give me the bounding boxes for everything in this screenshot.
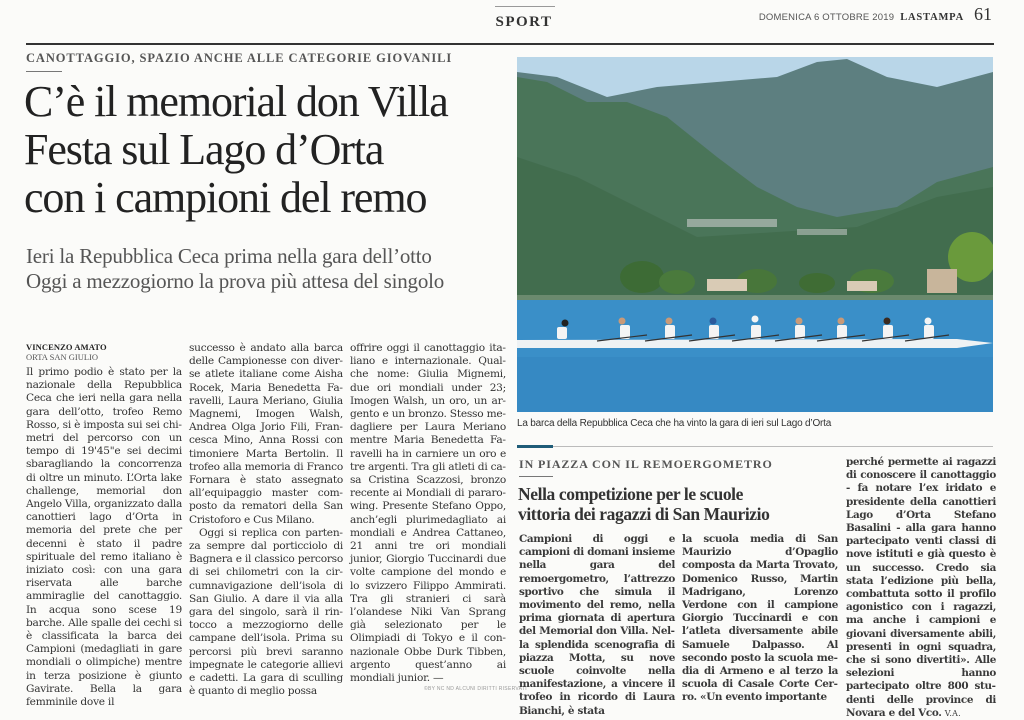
article-subheadline [26, 244, 516, 294]
article-paragraph: Il primo podio è stato per la nazionale della Repubblica Ceca che ieri nella gara nella gara dell’otto, trofeo Remo Rosso, si è imposta sui sei chimetri del percorso con un tempo di 19'45"e sei decimi sbaragliando la concorrenza di oltre un minuto. L’Orta lake challenge, memorial don Angelo Villa, organizzato dalla canottieri lago d’Orta in memoria del prete che per decenni è stato il padre spirituale del remo italiano è iniziato così: con una gara riservata alle barche ammiraglie del canottaggio. In acqua sono scese 19 barche. Alle spalle dei cechi si è classificata la barca dei Campioni (medagliati in gare mondiali o olimpiche) mentre in terza posizione è giunto Gavirate. Bella la gara femminile dove il [26, 366, 183, 709]
headline-line: C’è il memorial don Villa [24, 77, 448, 126]
subhead-line: Ieri la Repubblica Ceca prima nella gara dell’otto [26, 244, 432, 268]
box-paragraph: Campioni di oggi e campioni di domani insieme nella gara del remoergometro, l’attrezzo sportivo che simula il movimento del remo, nella prima giornata di apertura del Memorial don Villa. Nella splendida scenografia di piazza Motta, su nove scuole coinvolte nella manifestazione, a vincere il trofeo in ricordo di Laura Bianchi, è stata [519, 533, 675, 717]
box-paragraph-text: perché permette ai ragazzi di conoscere il canottaggio - fa notare l’ex iridato e presidente della canottieri Lago d’Orta Stefano Basalini - alla gara hanno partecipato venti classi di nove istituti e già questo è un successo. Credo sia stata l’edizione più bella, combattuta sotto il profilo agonistico con i ragazzi, ma anche i campioni e giovani diversamente abili, presenti in ogni squadra, che si sono divertiti». Alle selezioni hanno partecipato oltre 800 studenti delle province di Novara e del Vco. [846, 456, 996, 719]
rowing-photo-illustration [517, 57, 993, 412]
kicker-rule [26, 71, 62, 72]
author-initials: V.A. [944, 708, 961, 718]
box-column-2 [682, 533, 838, 705]
article-kicker: CANOTTAGGIO, SPAZIO ANCHE ALLE CATEGORIE GIOVANILI [26, 51, 453, 65]
article-column-3 [350, 342, 506, 685]
box-headline [518, 484, 838, 524]
lake-reflection [517, 357, 993, 412]
rowing-boat [517, 339, 993, 348]
headline-line: con i campioni del remo [24, 173, 427, 222]
box-rule-accent [517, 445, 553, 448]
box-column-1 [519, 533, 675, 718]
page-header [759, 4, 992, 25]
shore [517, 295, 993, 300]
headline-line: Festa sul Lago d’Orta [24, 125, 384, 174]
issue-date: DOMENICA 6 OTTOBRE 2019 [758, 12, 895, 23]
article-paragraph: Oggi si replica con partenza sempre dal porticciolo di Bagnera e il classico percorso di sei chilometri con la circumnavigazione dell’isola di San Giulio. A dare il via alla gara del singolo, sarà il rintocco a mezzogiorno delle campane dell’isola. Prima su percorsi più brevi saranno impegnate le categorie allievi e cadetti. La gara di sculling è quanto di meglio possa [189, 526, 343, 698]
newspaper-logo: LASTAMPA [900, 12, 964, 23]
copyright-notice: ©BY NC ND ALCUNI DIRITTI RISERVATI [424, 686, 527, 692]
subhead-line: Oggi a mezzogiorno la prova più attesa del singolo [26, 269, 445, 293]
byline-location: ORTA SAN GIULIO [26, 352, 99, 362]
box-paragraph: la scuola media di San Maurizio d’Opaglio composta da Marta Trovato, Domenico Russo, Martin Madrigano, Lorenzo Verdone con il campione Giorgio Tuccinardi e con l’atleta diversamente abile Samuele Dalpasso. Al secondo posto la scuola media di Armeno e al terzo la scuola di Casale Corte Cerro. «Un evento importante [682, 533, 838, 704]
article-headline [24, 78, 514, 222]
box-kicker-rule [519, 476, 553, 477]
header-rule [26, 43, 994, 45]
box-rule [517, 446, 993, 447]
box-headline-line: vittoria dei ragazzi di San Maurizio [518, 504, 770, 524]
byline-author: VINCENZO AMATO [26, 342, 107, 352]
article-paragraph: offrire oggi il canottaggio italiano e internazionale. Qualche nome: Giulia Mignemi, due ori mondiali under 23; Imogen Walsh, un oro, un argento e un bronzo. Stesso medagliere per Laura Meriano mentre Maria Benedetta Faravelli ha in carniere un oro e tre argenti. Tra gli atleti di casa Cristina Scazzosi, bronzo recente ai Mondiali di pararowing. Presente Stefano Oppo, anch’egli plurimedagliato ai mondiali e Andrea Cattaneo, 21 anni tre ori mondiali junior, Giorgio Tuccinardi due volte campione del mondo e lo svizzero Filippo Ammirati. Tra gli stranieri ci sarà l’olandese Niki Van Sprang già selezionato per le Olimpiadi di Tokyo e il connazionale Obbe Durk Tibben, argento quest’anno ai mondiali junior. — [350, 342, 506, 685]
box-column-3 [846, 456, 996, 720]
section-label: SPORT [495, 14, 553, 30]
article-photo [517, 57, 993, 412]
article-column-1 [26, 366, 182, 709]
box-headline-line: Nella competizione per le scuole [518, 484, 744, 504]
box-kicker: IN PIAZZA CON IL REMOERGOMETRO [519, 457, 773, 471]
article-column-2 [189, 342, 343, 698]
box-paragraph [846, 456, 996, 720]
page-number: 61 [974, 4, 992, 24]
section-rule [495, 6, 555, 7]
photo-caption: La barca della Repubblica Ceca che ha vinto la gara di ieri sul Lago d’Orta [517, 418, 832, 429]
article-paragraph: successo è andato alla barca delle Campionesse con diverse atlete italiane come Aisha Rocek, Maria Benedetta Faravelli, Laura Meriano, Giulia Magnemi, Imogen Walsh, Andrea Olga Jorio Fili, Francesca Mino, Anna Rossi con timoniere Marta Bertolin. Il trofeo alla memoria di Franco Fornara è stato assegnato all’equipaggio master composto da rematori della San Cristoforo e Cus Milano. [189, 342, 343, 526]
